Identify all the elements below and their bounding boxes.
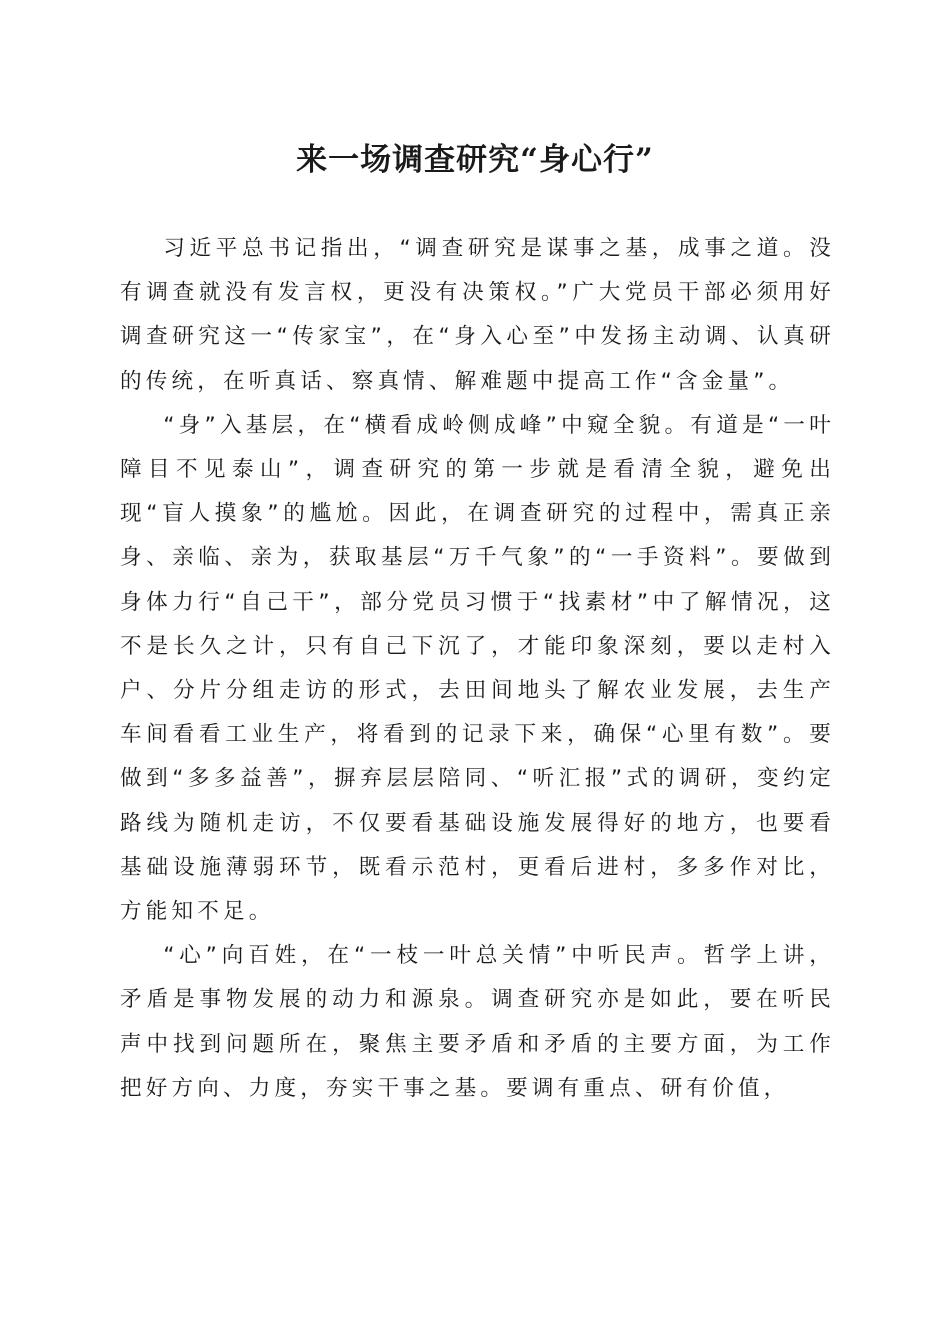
document-title: 来一场调查研究“身心行” — [296, 142, 654, 178]
paragraph-1: 习近平总书记指出，“调查研究是谋事之基，成事之道。没有调查就没有发言权，更没有决策权。”广大党员干部必须用好调查研究这一“传家宝”，在“身入心至”中发扬主动调、认真研的传统，在听真话、察真情、解难题中提高工作“含金量”。 — [120, 236, 835, 394]
paragraph-2: “身”入基层，在“横看成岭侧成峰”中窥全貌。有道是“一叶障目不见泰山”，调查研究的第一步就是看清全貌，避免出现“盲人摸象”的尴尬。因此，在调查研究的过程中，需真正亲身、亲临、亲为，获取基层“万千气象”的“一手资料”。要做到身体力行“自己干”，部分党员习惯于“找素材”中了解情况，这不是长久之计，只有自己下沉了，才能印象深刻，要以走村入户、分片分组走访的形式，去田间地头了解农业发展，去生产车间看看工业生产，将看到的记录下来，确保“心里有数”。要做到“多多益善”，摒弃层层陪同、“听汇报”式的调研，变约定路线为随机走访，不仅要看基础设施发展得好的地方，也要看基础设施薄弱环节，既看示范村，更看后进村，多多作对比，方能知不足。 — [120, 412, 835, 925]
paragraph-3: “心”向百姓，在“一枝一叶总关情”中听民声。哲学上讲，矛盾是事物发展的动力和源泉。调查研究亦是如此，要在听民声中找到问题所在，聚焦主要矛盾和矛盾的主要方面，为工作把好方向、力度，夯实干事之基。要调有重点、研有价值， — [120, 943, 835, 1101]
document-body — [120, 227, 835, 1111]
